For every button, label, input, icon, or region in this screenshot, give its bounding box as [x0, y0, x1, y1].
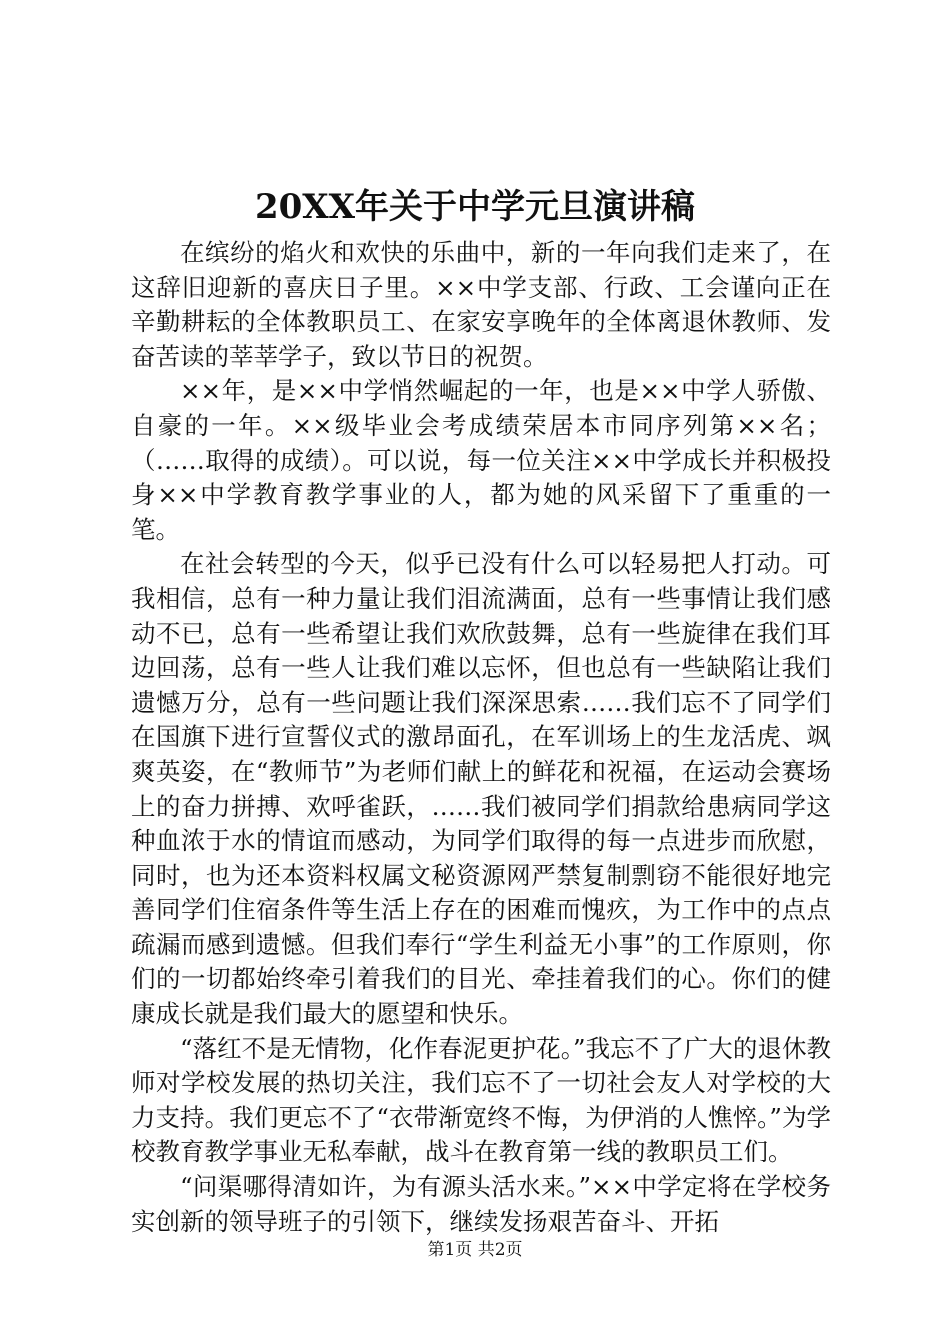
paragraph-4: “落红不是无情物，化作春泥更护花。”我忘不了广大的退休教师对学校发展的热切关注，我们忘不了一切社会友人对学校的大力支持。我们更忘不了“衣带渐宽终不悔，为伊消的人憔悴。”为学校教育教学事业无私奉献，战斗在教育第一线的教职员工们。 — [131, 1033, 831, 1167]
paragraph-3: 在社会转型的今天，似乎已没有什么可以轻易把人打动。可我相信，总有一种力量让我们泪流满面，总有一些事情让我们感动不已，总有一些希望让我们欢欣鼓舞，总有一些旋律在我们耳边回荡，总有一些人让我们难以忘怀，但也总有一些缺陷让我们遗憾万分，总有一些问题让我们深深思索……我们忘不了同学们在国旗下进行宣誓仪式的激昂面孔，在军训场上的生龙活虎、飒爽英姿，在“教师节”为老师们献上的鲜花和祝福，在运动会赛场上的奋力拼搏、欢呼雀跃，……我们被同学们捐款给患病同学这种血浓于水的情谊而感动，为同学们取得的每一点进步而欣慰，同时，也为还本资料权属文秘资源网严禁复制剽窃不能很好地完善同学们住宿条件等生活上存在的困难而愧疚，为工作中的点点疏漏而感到遗憾。但我们奉行“学生利益无小事”的工作原则，你们的一切都始终牵引着我们的目光、牵挂着我们的心。你们的健康成长就是我们最大的愿望和快乐。 — [131, 549, 831, 1029]
document-title: 20XX年关于中学元旦演讲稿 — [254, 187, 696, 227]
paragraph-1: 在缤纷的焰火和欢快的乐曲中，新的一年向我们走来了，在这辞旧迎新的喜庆日子里。××中学支部、行政、工会谨向正在辛勤耕耘的全体教职员工、在家安享晚年的全体离退休教师、发奋苦读的莘莘学子，致以节日的祝贺。 — [131, 238, 831, 371]
page-number-footer: 第1页 共2页 — [427, 1240, 523, 1260]
document-body — [131, 236, 831, 1239]
paragraph-2: ××年，是××中学悄然崛起的一年，也是××中学人骄傲、自豪的一年。××级毕业会考成绩荣居本市同序列第××名；（……取得的成绩）。可以说，每一位关注××中学成长并积极投身××中学教育教学事业的人，都为她的风采留下了重重的一笔。 — [131, 376, 831, 544]
paragraph-5: “问渠哪得清如许，为有源头活水来。”××中学定将在学校务实创新的领导班子的引领下，继续发扬艰苦奋斗、开拓 — [131, 1172, 831, 1236]
